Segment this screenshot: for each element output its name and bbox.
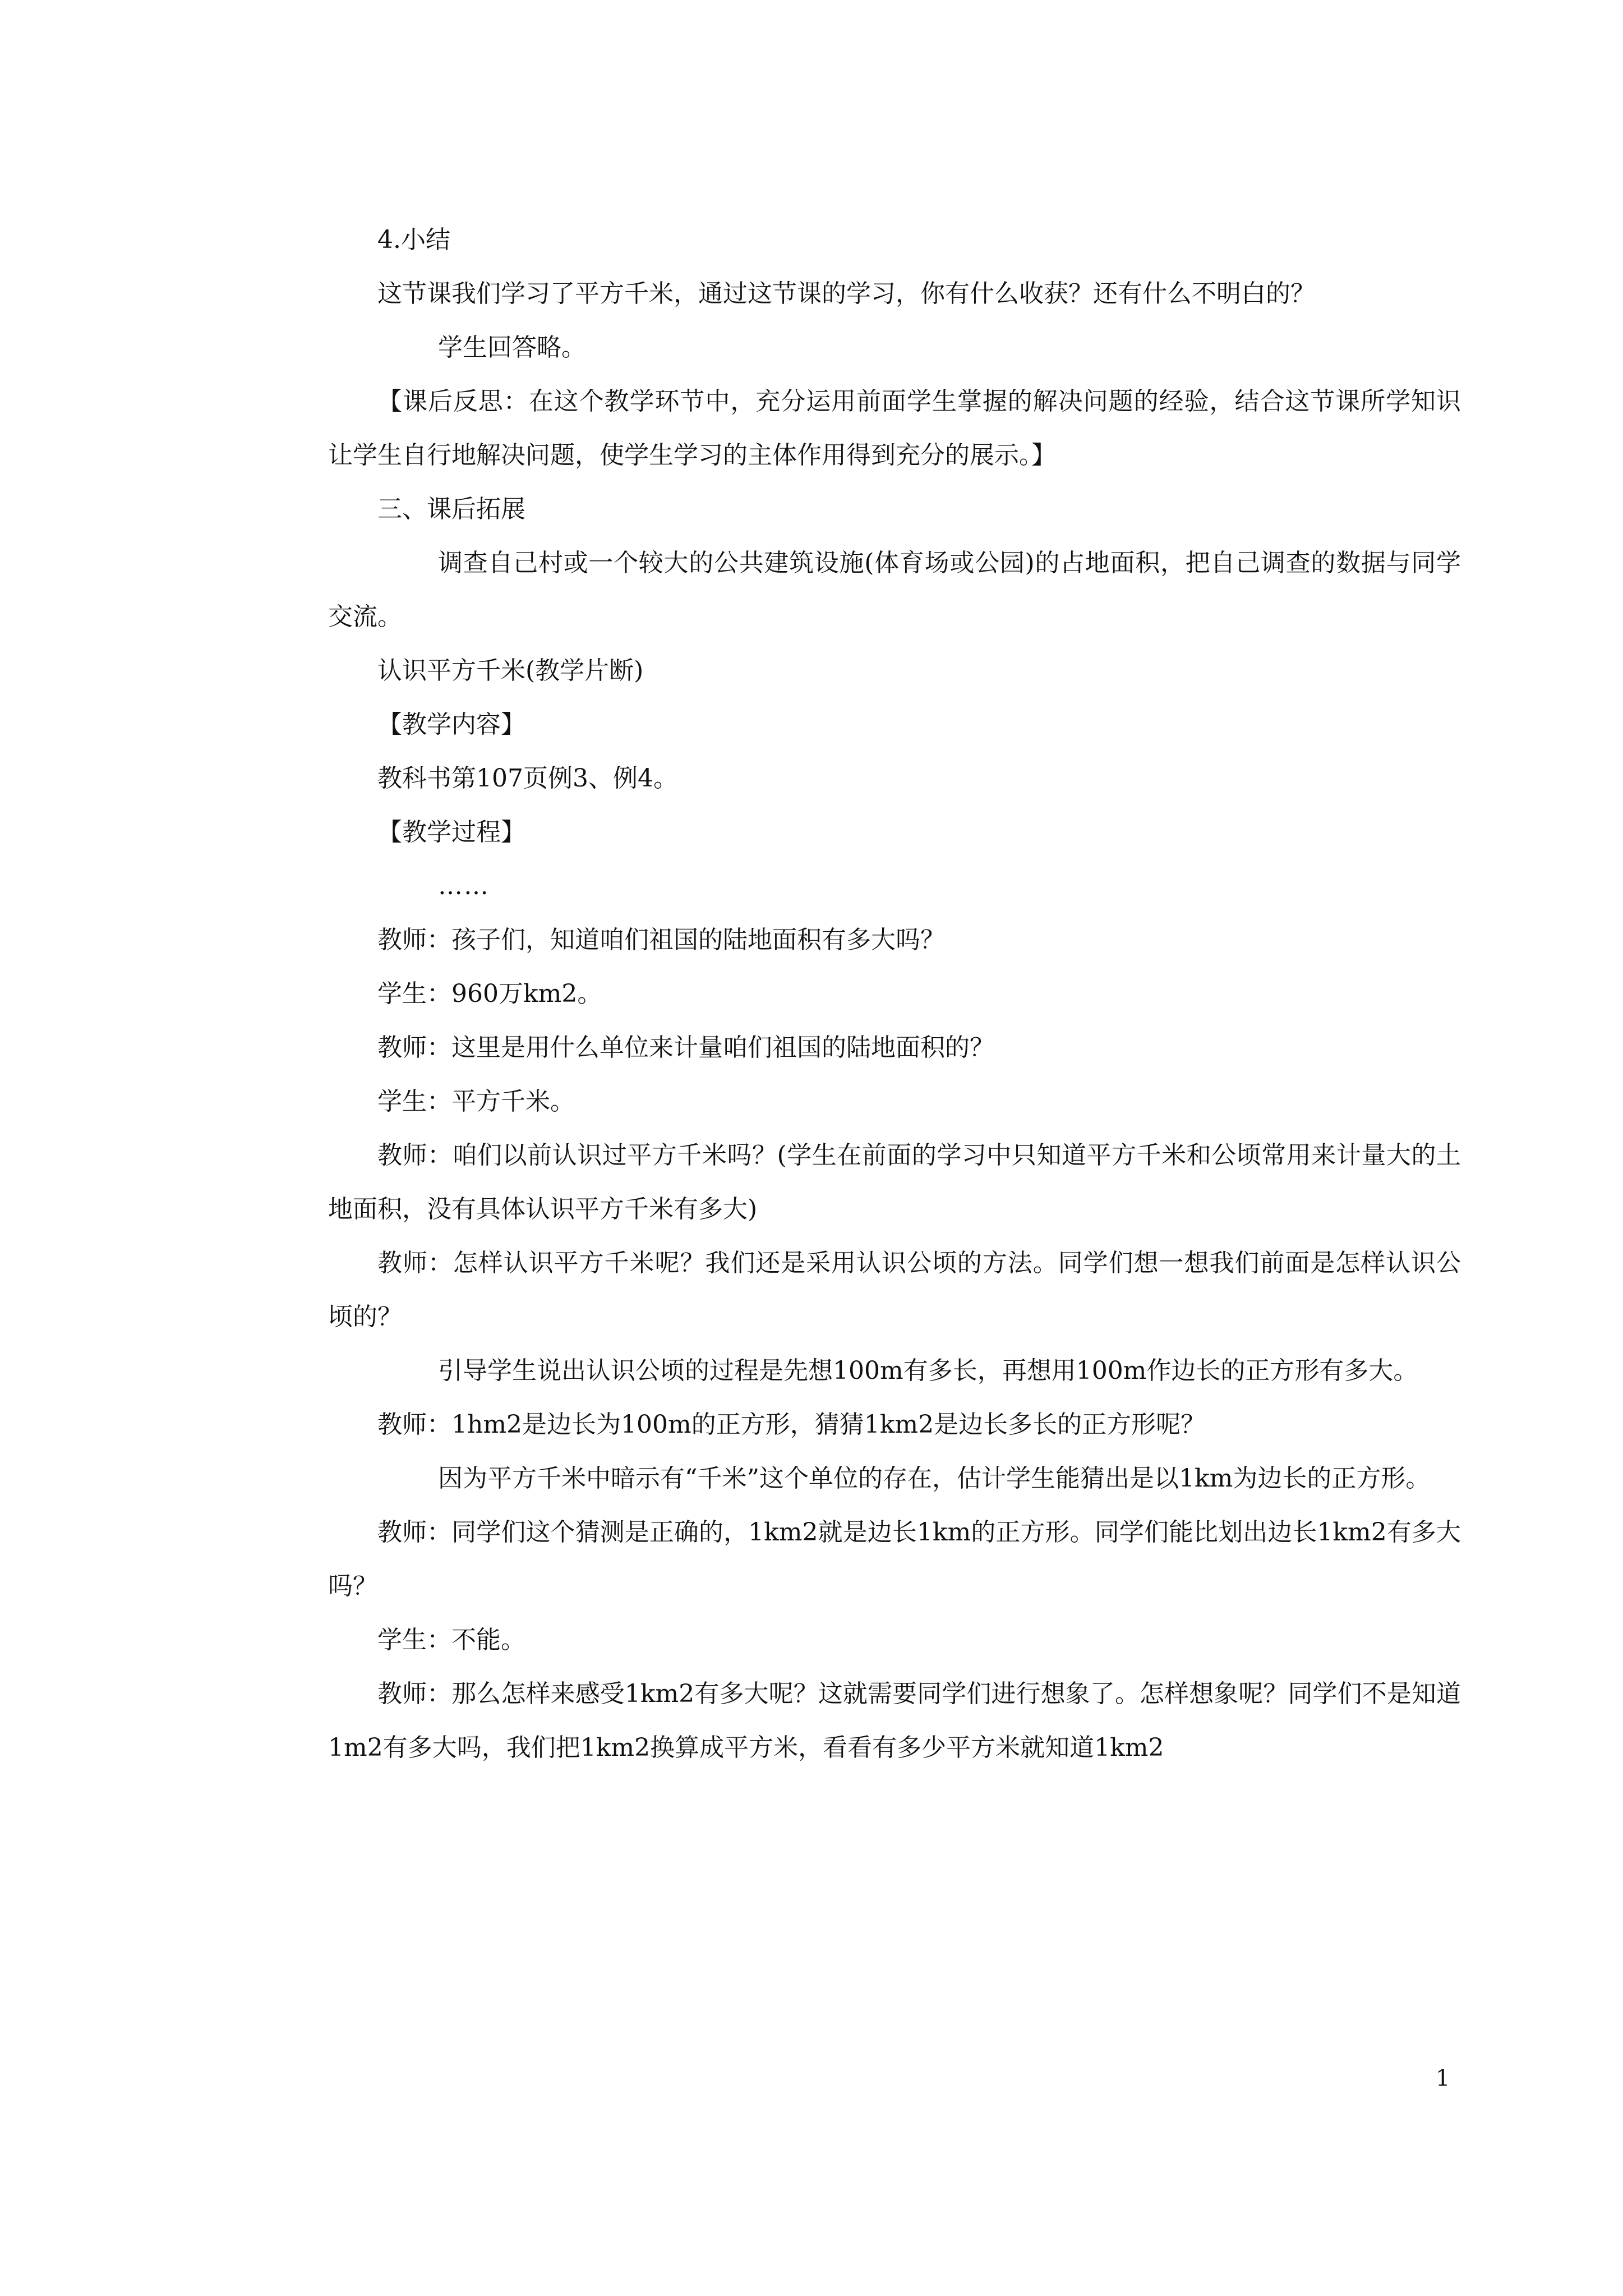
paragraph: 学生：960万km2。 xyxy=(377,979,602,1008)
page-number: 1 xyxy=(1436,2065,1450,2091)
paragraph: 教师：这里是用什么单位来计量咱们祖国的陆地面积的？ xyxy=(377,1033,994,1062)
paragraph: 4.小结 xyxy=(377,226,450,254)
paragraph: 这节课我们学习了平方千米，通过这节课的学习，你有什么收获？还有什么不明白的？ xyxy=(377,279,1315,308)
paragraph: 教师：那么怎样来感受1km2有多大呢？这就需要同学们进行想象了。怎样想象呢？同学们不是知道1m2有多大吗，我们把1km2换算成平方米，看看有多少平方米就知道1km2 xyxy=(328,1680,1461,1762)
paragraph: 【教学内容】 xyxy=(377,710,525,739)
paragraph: 教师：1hm2是边长为100m的正方形，猜猜1km2是边长多长的正方形呢？ xyxy=(377,1410,1206,1439)
paragraph: 因为平方千米中暗示有“千米”这个单位的存在，估计学生能猜出是以1km为边长的正方形。 xyxy=(438,1464,1431,1493)
document-body xyxy=(328,213,1461,1775)
paragraph: 【课后反思：在这个教学环节中，充分运用前面学生掌握的解决问题的经验，结合这节课所学知识让学生自行地解决问题，使学生学习的主体作用得到充分的展示。】 xyxy=(328,387,1461,470)
paragraph: 教师：孩子们，知道咱们祖国的陆地面积有多大吗？ xyxy=(377,926,945,954)
paragraph: 教科书第107页例3、例4。 xyxy=(377,764,678,793)
paragraph: 学生：平方千米。 xyxy=(377,1087,575,1116)
paragraph: 三、课后拓展 xyxy=(377,495,525,523)
paragraph: 学生回答略。 xyxy=(438,333,586,362)
paragraph: 【教学过程】 xyxy=(377,818,525,846)
paragraph: 调查自己村或一个较大的公共建筑设施(体育场或公园)的占地面积，把自己调查的数据与同学交流。 xyxy=(328,549,1461,631)
paragraph: 教师：怎样认识平方千米呢？我们还是采用认识公顷的方法。同学们想一想我们前面是怎样认识公顷的？ xyxy=(328,1249,1461,1331)
paragraph: 认识平方千米(教学片断) xyxy=(377,656,644,685)
paragraph: 教师：咱们以前认识过平方千米吗？(学生在前面的学习中只知道平方千米和公顷常用来计量大的土地面积，没有具体认识平方千米有多大) xyxy=(328,1141,1461,1223)
paragraph: 教师：同学们这个猜测是正确的，1km2就是边长1km的正方形。同学们能比划出边长1km2有多大吗？ xyxy=(328,1518,1461,1600)
paragraph: 引导学生说出认识公顷的过程是先想100m有多长，再想用100m作边长的正方形有多大。 xyxy=(438,1356,1418,1385)
paragraph: …… xyxy=(438,872,490,900)
paragraph: 学生：不能。 xyxy=(377,1626,525,1654)
